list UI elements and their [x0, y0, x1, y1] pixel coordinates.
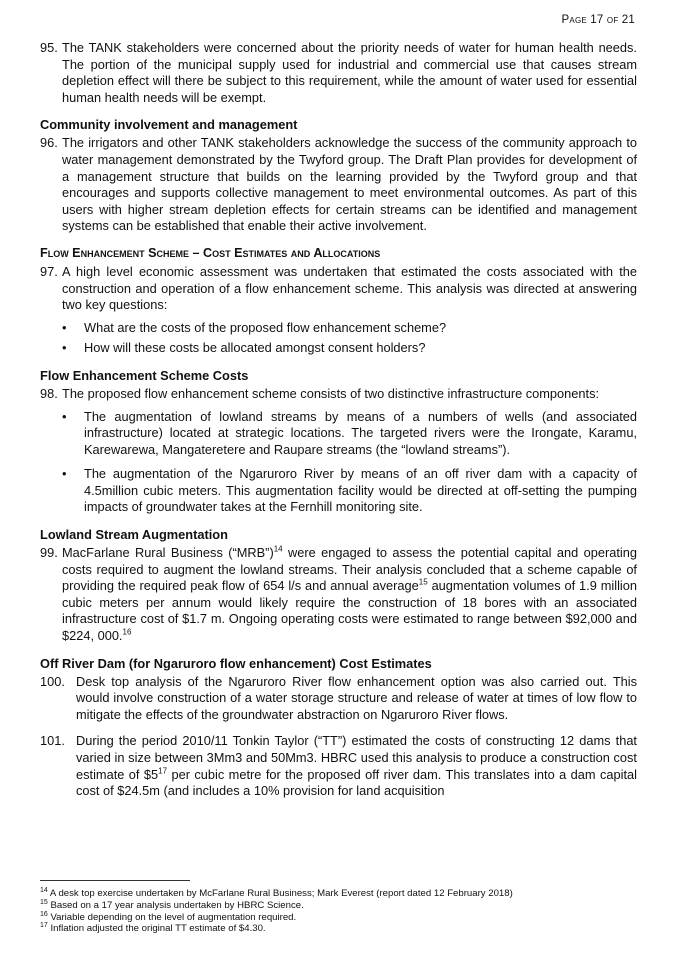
paragraph-95 — [40, 40, 637, 106]
list-item: • What are the costs of the proposed flow enhancement scheme? — [40, 320, 637, 337]
heading-lowland-stream-augmentation: Lowland Stream Augmentation — [40, 527, 228, 543]
heading-off-river-dam: Off River Dam (for Ngaruroro flow enhancement) Cost Estimates — [40, 655, 432, 671]
list-item: • How will these costs be allocated amongst consent holders? — [40, 340, 637, 357]
list-item: • The augmentation of the Ngaruroro River by means of an off river dam with a capacity of 4.5million cubic meters. This augmentation facility would be directed at off-setting the pumping impacts of groundwater takes at the Fernhill monitoring site. — [40, 466, 637, 516]
components-list — [40, 409, 637, 517]
heading-flow-enhancement-scheme: Flow Enhancement Scheme – Cost Estimates and Allocations — [40, 245, 381, 260]
paragraph-number: 96. — [40, 135, 58, 151]
paragraph-number: 100. — [40, 673, 65, 689]
document-body — [40, 40, 637, 810]
paragraph-97 — [40, 264, 637, 314]
footnote-ref: 14 — [273, 544, 283, 554]
paragraph-text: The irrigators and other TANK stakeholders acknowledge the success of the community approach to water management demonstrated by the Twyford group. The Draft Plan provides for development of a management structure that builds on the learning provided by the Twyford group and that encourages and supports collective management to meet environmental outcomes. As part of this users with higher stream depletion effects for certain streams can be identified and management systems can be established that enable their active involvement. — [62, 135, 637, 234]
footnote-separator — [40, 880, 190, 881]
paragraph-number: 99. — [40, 545, 58, 561]
heading-community-involvement: Community involvement and management — [40, 117, 298, 133]
footnote: $^{14}$ A desk top exercise undertaken by McFarlane Rural Business; Mark Everest (report dated 12 February 2018) — [40, 886, 513, 899]
footnote-ref: 17 — [158, 766, 168, 776]
paragraph-text: The TANK stakeholders were concerned about the priority needs of water for human health needs. The portion of the municipal supply used for industrial and commercial use that causes stream depletion effect will there be subject to this requirement, while the amount of water used for essential human health needs will be exempt. — [62, 40, 637, 105]
heading-scheme-costs: Flow Enhancement Scheme Costs — [40, 367, 249, 383]
footnote-ref: 16 — [122, 627, 132, 637]
paragraph-text: The proposed flow enhancement scheme consists of two distinctive infrastructure components: — [62, 385, 600, 401]
paragraph-text: Desk top analysis of the Ngaruroro River flow enhancement option was also carried out. This would involve construction of a water storage structure and release of water at times of low flow to mitigate the effects of the groundwater abstraction on Ngaruroro River flows. — [76, 673, 637, 722]
paragraph-99 — [40, 545, 637, 645]
footnote-ref: 15 — [418, 577, 428, 587]
paragraph-number: 97. — [40, 263, 58, 279]
paragraph-text: During the period 2010/11 Tonkin Taylor (“TT”) estimated the costs of constructing 12 dams that varied in size between 3Mm3 and 50Mm3. HBRC used this analysis to produce a construction cost estimate of $\$5^{17}$ per cubic metre for the proposed off river dam. This translates into a dam capital cost of $24.5m (and includes a 10% provision for land acquisition — [76, 733, 637, 799]
paragraph-number: 95. — [40, 40, 58, 55]
footnote: $^{15}$ Based on a 17 year analysis undertaken by HBRC Science. — [40, 898, 304, 911]
key-questions-list — [40, 320, 637, 357]
footnote: $^{16}$ Variable depending on the level of augmentation required. — [40, 910, 297, 923]
paragraph-96 — [40, 135, 637, 235]
paragraph-101 — [40, 733, 637, 799]
footnote: $^{17}$ Inflation adjusted the original TT estimate of $4.30. — [40, 922, 266, 935]
paragraph-98 — [40, 386, 637, 403]
paragraph-number: 101. — [40, 733, 65, 749]
page-number: Page 17 of 21 — [561, 14, 635, 26]
footnotes — [40, 888, 640, 935]
paragraph-text: MacFarlane Rural Business (“MRB”)$^{14}$ were engaged to assess the potential capital and operating costs required to augment the lowland streams. Their analysis concluded that a scheme capable of providing the required peak flow of 654 l/s and annual average$^{15}$ augmentation volumes of 1.9 million cubic meters per annum would likely require the construction of 18 bores with an associated infrastructure cost of $1.7 m. Ongoing operating costs were estimated to range between $92,000 and $224, 000.16 — [62, 544, 637, 644]
list-item: • The augmentation of lowland streams by means of a numbers of wells (and associated infrastructure) located at strategic locations. The targeted rivers were the Irongate, Karamu, Karewarewa, Mangateretere and Raupare streams (the “lowland streams”). — [40, 409, 637, 459]
paragraph-100 — [40, 674, 637, 724]
paragraph-text: A high level economic assessment was undertaken that estimated the costs associated with the construction and operation of a flow enhancement scheme. This analysis was directed at answering two key questions: — [62, 263, 637, 313]
paragraph-number: 98. — [40, 385, 58, 401]
